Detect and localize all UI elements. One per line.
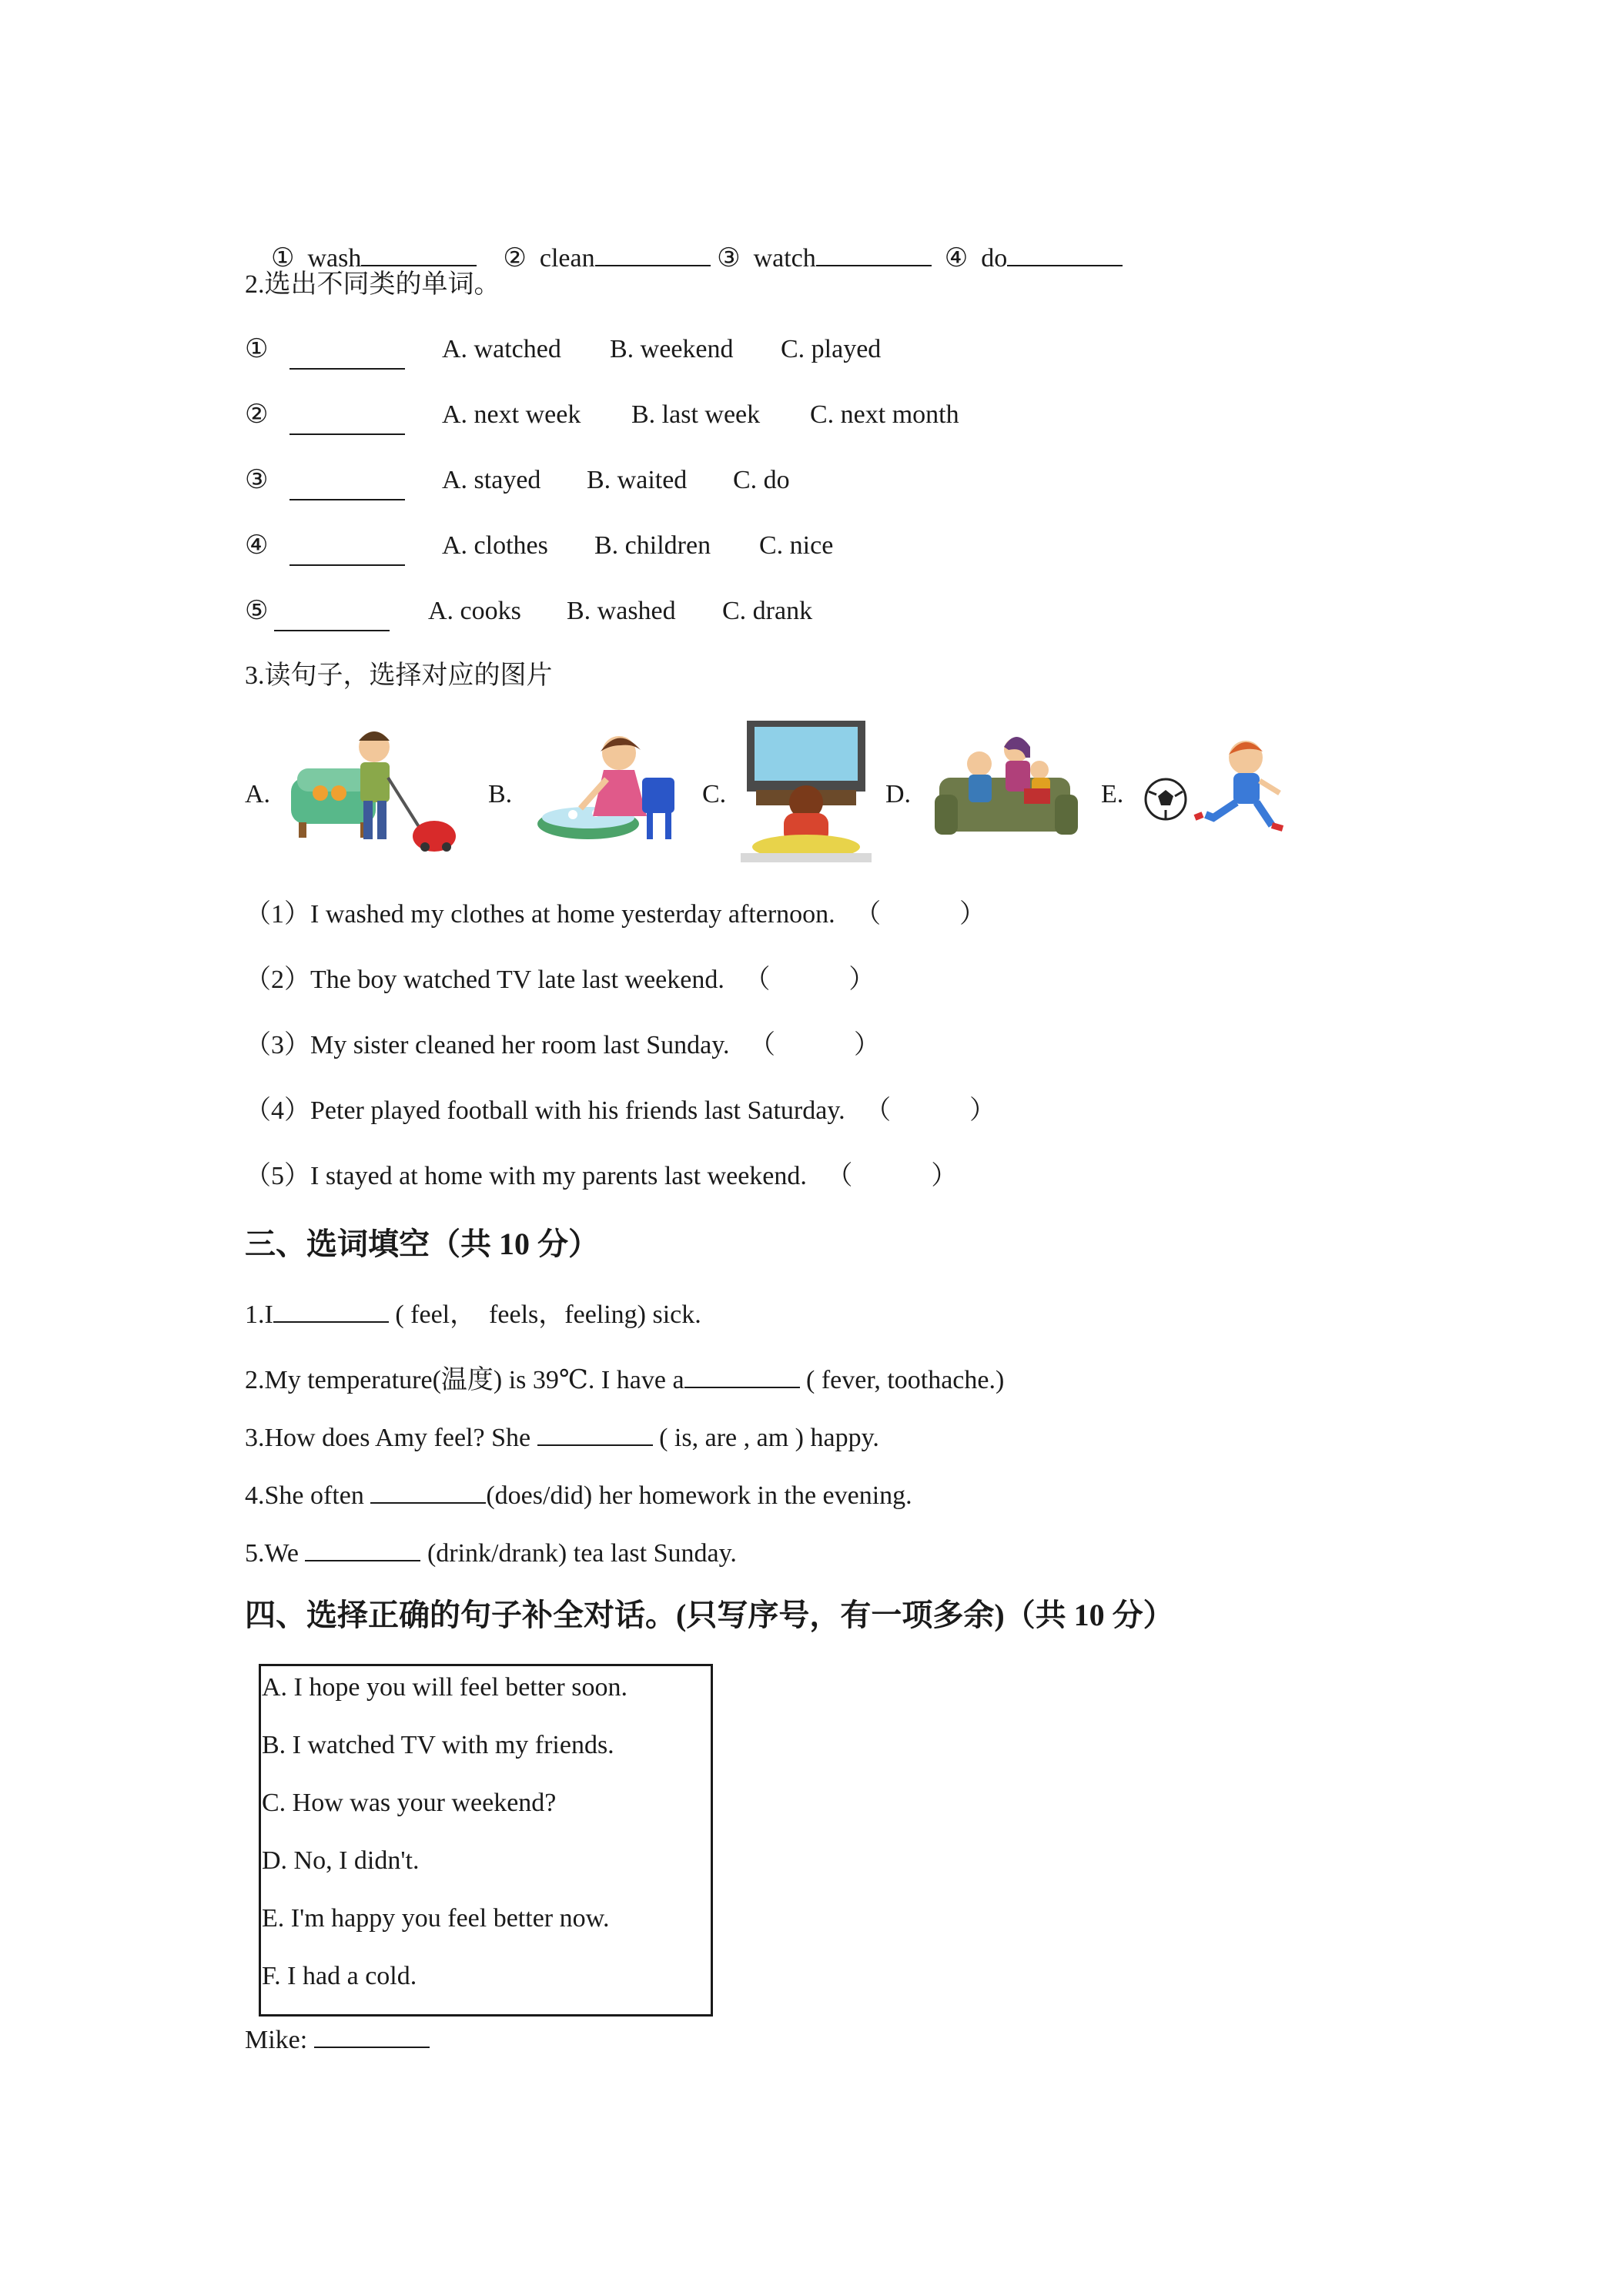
answer-blank[interactable]: [289, 342, 405, 370]
answer-paren[interactable]: （ ）: [749, 1031, 880, 1059]
option-c: C. nice: [759, 531, 834, 560]
sentence-text: （4）Peter played football with his friends last Saturday.: [245, 1096, 845, 1125]
option-line: E. I'm happy you feel better now.: [262, 1904, 610, 1933]
fill-text: 1.I: [245, 1300, 273, 1329]
row-num: ③: [245, 466, 269, 494]
playing-football-icon: [1138, 731, 1292, 847]
section3-heading: 三、选词填空（共 10 分）: [245, 1227, 599, 1261]
word-clean: clean: [539, 244, 595, 273]
fill-item-1: [245, 1295, 701, 1334]
word-do: do: [981, 244, 1008, 273]
fill-text: ( fever, toothache.): [799, 1366, 1005, 1394]
option-b: B. weekend: [610, 335, 734, 363]
row-num: ④: [245, 531, 269, 560]
num-1: ①: [271, 244, 295, 273]
option-line: C. How was your weekend?: [262, 1789, 557, 1817]
section4-heading: 四、选择正确的句子补全对话。(只写序号，有一项多余)（共 10 分）: [245, 1598, 1174, 1632]
fill-text: 3.How does Amy feel? She: [245, 1424, 537, 1452]
word-wash: wash: [307, 244, 362, 273]
option-b: B. washed: [567, 597, 676, 625]
num-2: ②: [503, 244, 527, 273]
answer-blank[interactable]: [305, 1534, 420, 1561]
fill-text: 2.My temperature(温度) is 39℃. I have a: [245, 1366, 684, 1394]
fill-item-2: [245, 1361, 1004, 1399]
option-line: A. I hope you will feel better soon.: [262, 1673, 627, 1702]
row-num: ①: [245, 335, 269, 363]
option-a: A. stayed: [442, 466, 541, 494]
option-b: B. children: [594, 531, 711, 560]
option-a: A. next week: [442, 400, 581, 429]
watching-tv-icon: [741, 716, 872, 862]
answer-blank[interactable]: [370, 1476, 486, 1504]
answer-blank[interactable]: [274, 604, 390, 631]
family-sofa-icon: [932, 724, 1086, 847]
fill-item-4: [245, 1476, 912, 1514]
fill-text: ( is, are , am ) happy.: [652, 1424, 879, 1452]
fill-text: (drink/drank) tea last Sunday.: [420, 1539, 737, 1568]
fill-item-5: [245, 1534, 737, 1572]
num-4: ④: [944, 244, 969, 273]
option-b: B. last week: [631, 400, 761, 429]
dialogue-speaker: Mike:: [245, 2026, 314, 2054]
option-a: A. cooks: [428, 597, 521, 625]
answer-blank[interactable]: [537, 1418, 653, 1446]
option-a: A. watched: [442, 335, 561, 363]
fill-text: 4.She often: [245, 1481, 371, 1510]
answer-blank[interactable]: [684, 1361, 800, 1388]
fill-text: (does/did) her homework in the evening.: [486, 1481, 912, 1510]
answer-blank[interactable]: [361, 239, 477, 266]
sentence-3: [245, 1027, 880, 1064]
dialogue-line: [245, 2020, 430, 2059]
option-line: F. I had a cold.: [262, 1962, 417, 1990]
option-c: C. drank: [722, 597, 813, 625]
sentence-text: （1）I washed my clothes at home yesterday afternoon.: [245, 900, 835, 929]
answer-paren[interactable]: （ ）: [865, 1096, 996, 1125]
option-line: D. No, I didn't.: [262, 1846, 420, 1875]
word-watch: watch: [753, 244, 816, 273]
num-3: ③: [717, 244, 741, 273]
answer-blank[interactable]: [289, 407, 405, 435]
option-line: B. I watched TV with my friends.: [262, 1731, 614, 1759]
picture-label-c: C.: [702, 780, 727, 808]
fill-text: 5.We: [245, 1539, 306, 1568]
sentence-text: （5）I stayed at home with my parents last weekend.: [245, 1162, 807, 1190]
answer-blank[interactable]: [816, 239, 932, 266]
picture-label-e: E.: [1101, 780, 1124, 808]
answer-blank[interactable]: [595, 239, 711, 266]
fill-item-3: [245, 1418, 879, 1457]
q2-title: 2.选出不同类的单词。: [245, 270, 500, 299]
sentence-text: （3）My sister cleaned her room last Sunday.: [245, 1031, 730, 1059]
option-c: C. played: [781, 335, 882, 363]
option-a: A. clothes: [442, 531, 548, 560]
picture-label-a: A.: [245, 780, 271, 808]
picture-label-b: B.: [488, 780, 513, 808]
answer-blank[interactable]: [273, 1295, 389, 1323]
row-num: ②: [245, 400, 269, 429]
option-c: C. next month: [810, 400, 959, 429]
option-b: B. waited: [587, 466, 688, 494]
answer-paren[interactable]: （ ）: [826, 1162, 958, 1190]
answer-blank[interactable]: [1007, 239, 1123, 266]
answer-blank[interactable]: [289, 538, 405, 566]
sentence-2: [245, 962, 875, 999]
picture-label-d: D.: [885, 780, 912, 808]
answer-paren[interactable]: （ ）: [855, 900, 986, 929]
answer-paren[interactable]: （ ）: [744, 966, 875, 994]
row-num: ⑤: [245, 597, 269, 625]
sentence-1: [245, 896, 986, 933]
sentence-text: （2）The boy watched TV late last weekend.: [245, 966, 724, 994]
answer-blank[interactable]: [314, 2020, 430, 2048]
sentence-4: [245, 1093, 996, 1130]
fill-text: ( feel， feels，feeling) sick.: [388, 1300, 701, 1329]
q3-title: 3.读句子，选择对应的图片: [245, 661, 553, 690]
answer-blank[interactable]: [289, 473, 405, 500]
sentence-5: [245, 1158, 957, 1195]
washing-clothes-icon: [527, 731, 688, 847]
vacuum-cleaning-icon: [283, 724, 465, 855]
option-c: C. do: [733, 466, 790, 494]
